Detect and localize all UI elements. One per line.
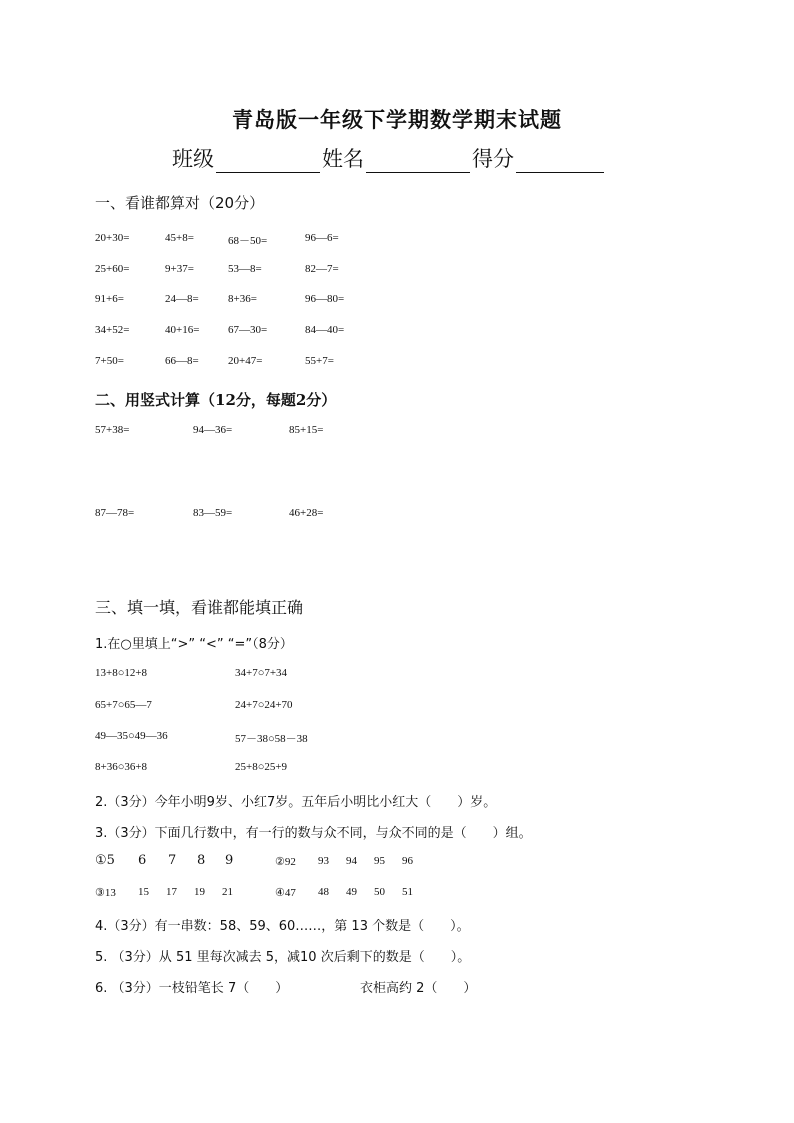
s1-item: 82—7=: [305, 263, 339, 275]
q6-text-a: 6. （3分）一枝铅笔长 7（ ）: [95, 981, 289, 996]
s2-item: 85+15=: [289, 424, 324, 436]
s2-item: 57+38=: [95, 424, 130, 436]
q3-option-4-num: 50: [374, 886, 385, 898]
q5-text: 5. （3分）从 51 里每次减去 5，减10 次后剩下的数是（ ）。: [95, 950, 471, 965]
s2-item: 87—78=: [95, 507, 135, 519]
s1-item: 24—8=: [165, 293, 199, 305]
q1-item: 34+7○7+34: [235, 667, 288, 679]
q3-option-4-num: 51: [402, 886, 413, 898]
q3-option-4-num: 48: [318, 886, 329, 898]
s1-item: 8+36=: [228, 293, 257, 305]
s1-item: 66—8=: [165, 355, 199, 367]
q3-option-1-num: 8: [197, 853, 206, 868]
s1-item: 20+30=: [95, 232, 130, 244]
q3-option-2: ②92: [275, 856, 296, 868]
s1-item: 53—8=: [228, 263, 262, 275]
class-blank: [216, 150, 320, 173]
q3-option-3-num: 17: [166, 886, 177, 898]
q3-option-2-num: 94: [346, 855, 357, 867]
s1-item: 84—40=: [305, 324, 345, 336]
q3-option-3-num: 19: [194, 886, 205, 898]
page-title: 青岛版一年级下学期数学期末试题: [232, 107, 562, 132]
student-info-line: [172, 143, 606, 173]
s1-item: 40+16=: [165, 324, 200, 336]
section-3-heading: 三、填一填，看谁都能填正确: [95, 598, 304, 617]
s2-item: 83—59=: [193, 507, 233, 519]
q6-text-b: 衣柜高约 2（ ）: [360, 981, 477, 996]
score-label: 得分: [472, 147, 514, 171]
s1-item: 34+52=: [95, 324, 130, 336]
s1-item: 25+60=: [95, 263, 130, 275]
q2-text: 2.（3分）今年小明9岁、小红7岁。五年后小明比小红大（ ）岁。: [95, 795, 497, 810]
q3-option-2-num: 93: [318, 855, 329, 867]
q1-text: 1.在○里填上“>” “<” “=”（8分）: [95, 637, 293, 652]
score-blank: [516, 150, 604, 173]
q1-item: 49—35○49—36: [95, 730, 168, 742]
s1-item: 96—6=: [305, 232, 339, 244]
s1-item: 68－50=: [228, 235, 268, 247]
name-blank: [366, 150, 470, 173]
s1-item: 55+7=: [305, 355, 334, 367]
q3-option-1: ①5: [95, 853, 115, 868]
q3-option-3: ③13: [95, 887, 116, 899]
q1-item: 24+7○24+70: [235, 699, 293, 711]
q1-item: 65+7○65—7: [95, 699, 152, 711]
q3-text: 3.（3分）下面几行数中，有一行的数与众不同，与众不同的是（ ）组。: [95, 826, 532, 841]
s1-item: 67—30=: [228, 324, 268, 336]
s2-item: 94—36=: [193, 424, 233, 436]
q3-option-4-num: 49: [346, 886, 357, 898]
name-label: 姓名: [322, 147, 364, 171]
s1-item: 91+6=: [95, 293, 124, 305]
class-label: 班级: [172, 147, 214, 171]
q1-item: 8+36○36+8: [95, 761, 148, 773]
q1-item: 25+8○25+9: [235, 761, 288, 773]
q3-option-2-num: 96: [402, 855, 413, 867]
s1-item: 9+37=: [165, 263, 194, 275]
q3-option-1-num: 6: [138, 853, 147, 868]
q3-option-2-num: 95: [374, 855, 385, 867]
q3-option-4: ④47: [275, 887, 296, 899]
section-2-heading: 二、用竖式计算（12分，每题2分）: [95, 391, 337, 409]
s1-item: 20+47=: [228, 355, 263, 367]
q1-item: 57－38○58－38: [235, 733, 308, 745]
s2-item: 46+28=: [289, 507, 324, 519]
s1-item: 45+8=: [165, 232, 194, 244]
q3-option-1-num: 9: [225, 853, 234, 868]
q3-option-3-num: 21: [222, 886, 233, 898]
q4-text: 4.（3分）有一串数：58、59、60……，第 13 个数是（ ）。: [95, 919, 470, 934]
q3-option-3-num: 15: [138, 886, 149, 898]
s1-item: 96—80=: [305, 293, 345, 305]
s1-item: 7+50=: [95, 355, 124, 367]
q3-option-1-num: 7: [168, 853, 177, 868]
section-1-heading: 一、看谁都算对（20分）: [95, 194, 265, 212]
q1-item: 13+8○12+8: [95, 667, 148, 679]
